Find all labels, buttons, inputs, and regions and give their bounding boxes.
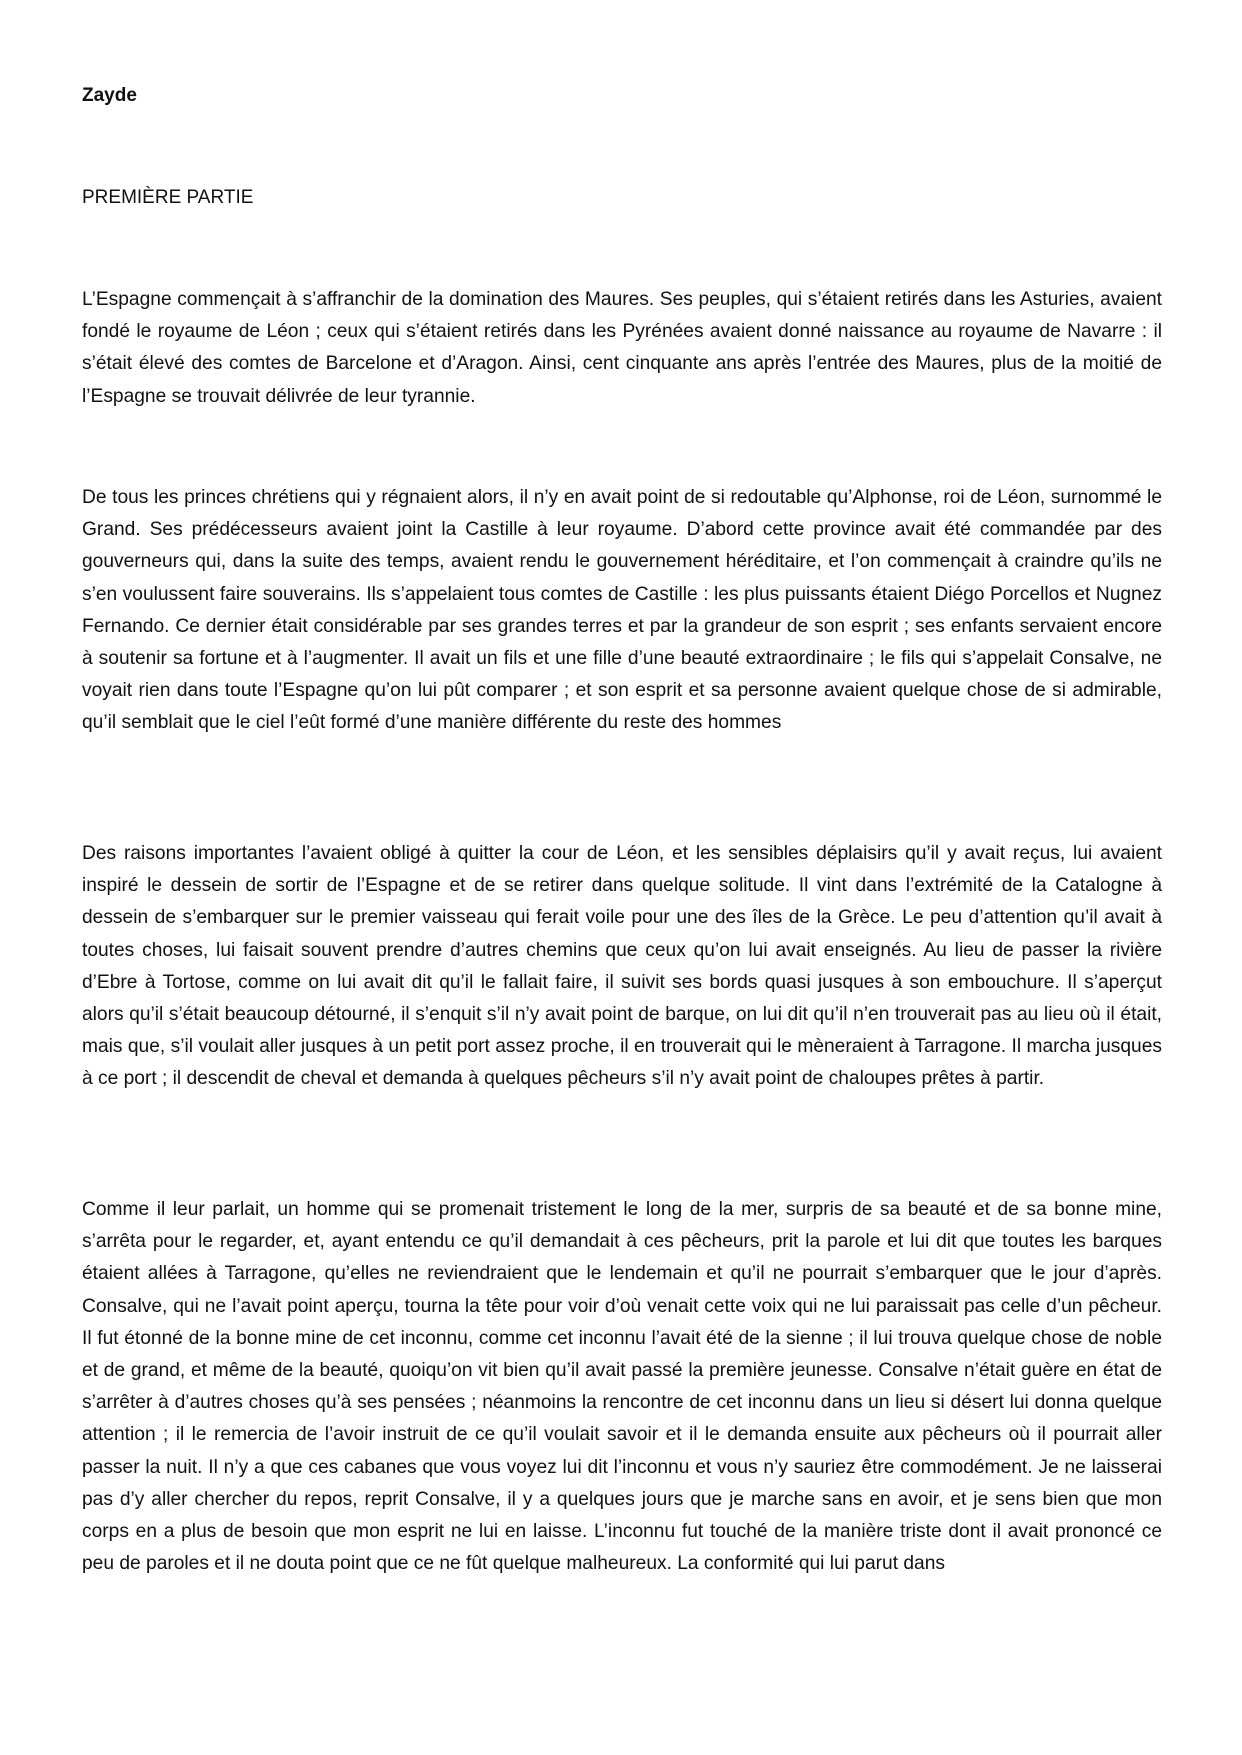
- paragraph: Des raisons importantes l’avaient obligé à quitter la cour de Léon, et les sensibles déplaisirs qu’il y avait reçus, lui avaient inspiré le dessein de sortir de l’Espagne et de se retirer dans quelque solitude. Il vint dans l’extrémité de la Catalogne à dessein de s’embarquer sur le premier vaisseau qui ferait voile pour une des îles de la Grèce. Le peu d’attention qu’il avait à toutes choses, lui faisait souvent prendre d’autres chemins que ceux qu’on lui avait enseignés. Au lieu de passer la rivière d’Ebre à Tortose, comme on lui avait dit qu’il le fallait faire, il suivit ses bords quasi jusques à son embouchure. Il s’aperçut alors qu’il s’était beaucoup détourné, il s’enquit s’il n’y avait point de barque, on lui dit qu’il n’en trouverait pas au lieu où il était, mais que, s’il voulait aller jusques à un petit port assez proche, il en trouverait qui le mèneraient à Tarragone. Il marcha jusques à ce port ; il descendit de cheval et demanda à quelques pêcheurs s’il n’y avait point de chaloupes prêtes à partir.: [82, 843, 1162, 1090]
- paragraph: Comme il leur parlait, un homme qui se promenait tristement le long de la mer, surpris de sa beauté et de sa bonne mine, s’arrêta pour le regarder, et, ayant entendu ce qu’il demandait à ces pêcheurs, prit la parole et lui dit que toutes les barques étaient allées à Tarragone, qu’elles ne reviendraient que le lendemain et qu’il ne pourrait s’embarquer que le jour d’après. Consalve, qui ne l’avait point aperçu, tourna la tête pour voir d’où venait cette voix qui ne lui paraissait pas celle d’un pêcheur. Il fut étonné de la bonne mine de cet inconnu, comme cet inconnu l’avait été de la sienne ; il lui trouva quelque chose de noble et de grand, et même de la beauté, quoiqu’on vit bien qu’il avait passé la première jeunesse. Consalve n’était guère en état de s’arrêter à d’autres choses qu’à ses pensées ; néanmoins la rencontre de cet inconnu dans un lieu si désert lui donna quelque attention ; il le remercia de l’avoir instruit de ce qu’il voulait savoir et il le demanda ensuite aux pêcheurs où il pourrait aller passer la nuit. Il n’y a que ces cabanes que vous voyez lui dit l’inconnu et vous n’y sauriez être commodément. Je ne laisserai pas d’y aller chercher du repos, reprit Consalve, il y a quelques jours que je marche sans en avoir, et je sens bien que mon corps en a plus de besoin que mon esprit ne lui en laisse. L’inconnu fut touché de la manière triste dont il avait prononcé ce peu de paroles et il ne douta point que ce ne fût quelque malheureux. La conformité qui lui parut dans: [82, 1199, 1162, 1575]
- paragraph: De tous les princes chrétiens qui y régnaient alors, il n’y en avait point de si redoutable qu’Alphonse, roi de Léon, surnommé le Grand. Ses prédécesseurs avaient joint la Castille à leur royaume. D’abord cette province avait été commandée par des gouverneurs qui, dans la suite des temps, avaient rendu le gouvernement héréditaire, et l’on commençait à craindre qu’ils ne s’en voulussent faire souverains. Ils s’appelaient tous comtes de Castille : les plus puissants étaient Diégo Porcellos et Nugnez Fernando. Ce dernier était considérable par ses grandes terres et par la grandeur de son esprit ; ses enfants servaient encore à soutenir sa fortune et à l’augmenter. Il avait un fils et une fille d’une beauté extraordinaire ; le fils qui s’appelait Consalve, ne voyait rien dans toute l’Espagne qu’on lui pût comparer ; et son esprit et sa personne avaient quelque chose de si admirable, qu’il semblait que le ciel l’eût formé d’une manière différente du reste des hommes: [82, 487, 1162, 734]
- paragraph: L’Espagne commençait à s’affranchir de la domination des Maures. Ses peuples, qui s’étaient retirés dans les Asturies, avaient fondé le royaume de Léon ; ceux qui s’étaient retirés dans les Pyrénées avaient donné naissance au royaume de Navarre : il s’était élevé des comtes de Barcelone et d’Aragon. Ainsi, cent cinquante ans après l’entrée des Maures, plus de la moitié de l’Espagne se trouvait délivrée de leur tyrannie.: [82, 289, 1162, 407]
- document-title: Zayde: [82, 85, 137, 106]
- part-heading: PREMIÈRE PARTIE: [82, 187, 254, 208]
